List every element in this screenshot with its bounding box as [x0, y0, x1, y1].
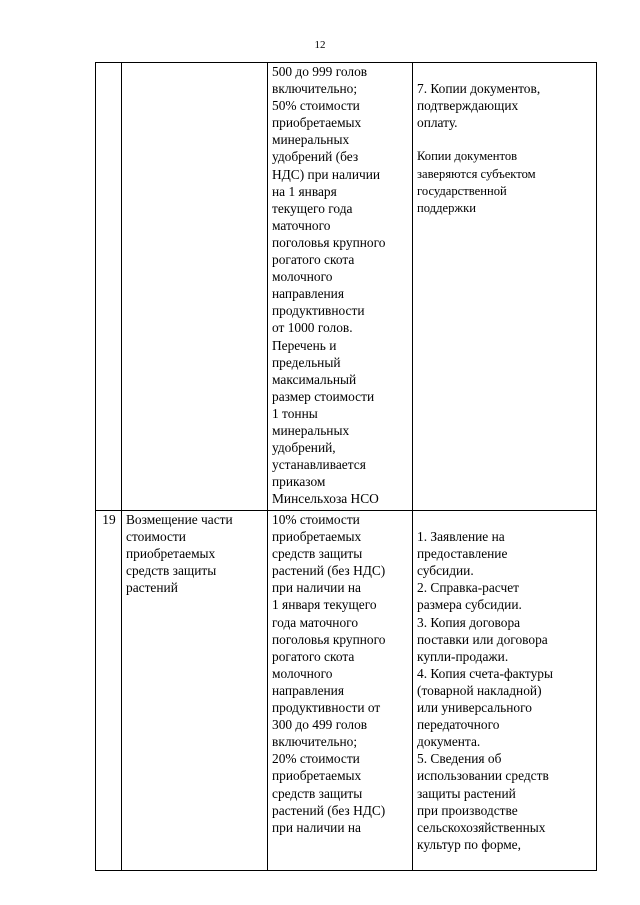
subsidy-size-cell: 500 до 999 голов включительно; 50% стоимости приобретаемых минеральных удобрений (без НДС) при наличии на 1 января текущего года маточного поголовья крупного рогатого скота молочного направления продуктивности от 1000 голов. Перечень и предельный максимальный размер стоимости 1 тонны минеральных удобрений, устанавливается приказом Минсельхоза НСО: [268, 63, 413, 511]
subsidy-size-cell: 10% стоимости приобретаемых средств защиты растений (без НДС) при наличии на 1 января текущего года маточного поголовья крупного рогатого скота молочного направления продуктивности от 300 до 499 голов включительно; 20% стоимости приобретаемых средств защиты растений (без НДС) при наличии на: [268, 511, 413, 871]
documents-note: Копии документов заверяются субъектом государственной поддержки: [417, 149, 536, 215]
subsidy-table: [95, 62, 597, 871]
documents-list: 7. Копии документов, подтверждающих оплату.: [417, 81, 541, 131]
required-documents-cell: [413, 511, 597, 871]
row-number-cell: 19: [96, 511, 122, 871]
required-documents-cell: [413, 63, 597, 511]
table-row: [96, 63, 597, 511]
row-number-cell: [96, 63, 122, 511]
page-number: 12: [314, 39, 326, 51]
documents-list: 1. Заявление на предоставление субсидии. 2. Справка-расчет размера субсидии. 3. Копия договора поставки или договора купли-продажи. 4. Копия счета-фактуры (товарной накладной) или универсального передаточного документа. 5. Сведения об использовании средств защиты растений при производстве сельскохозяйственных культур по форме,: [417, 529, 553, 852]
subsidy-name-cell: [122, 63, 268, 511]
subsidy-name-cell: Возмещение части стоимости приобретаемых средств защиты растений: [122, 511, 268, 871]
table-row: [96, 511, 597, 871]
